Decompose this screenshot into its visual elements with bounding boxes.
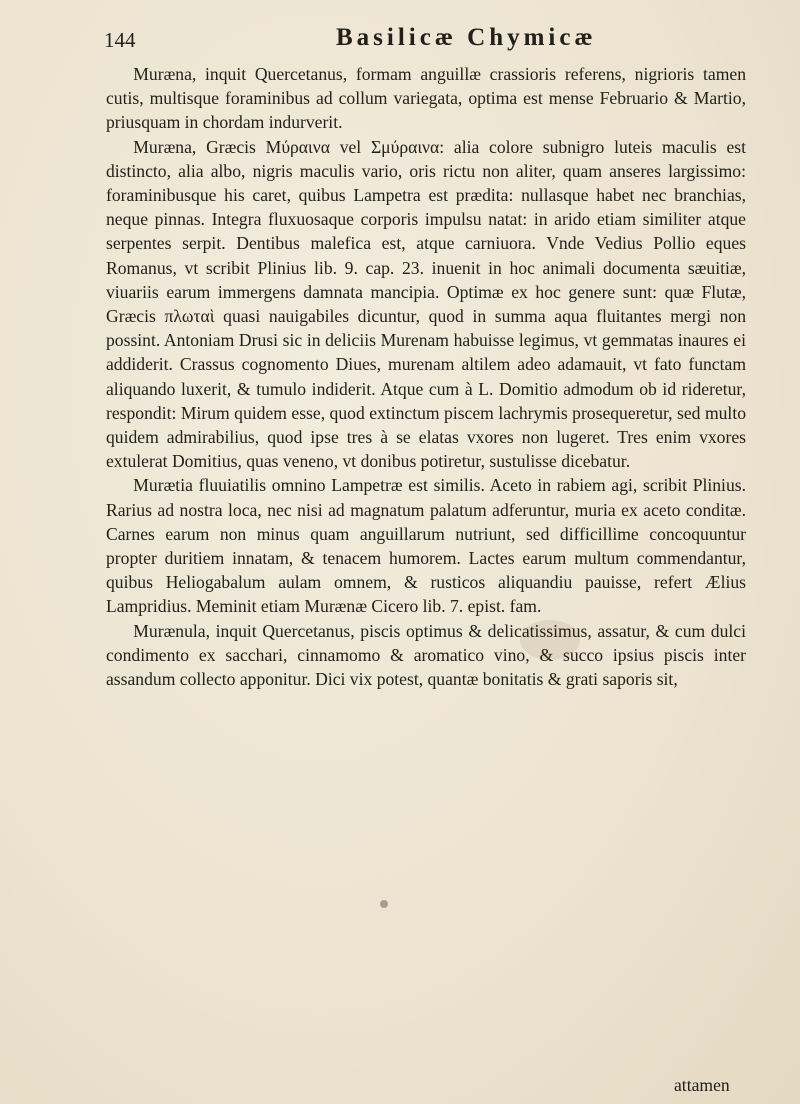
paragraph-muraena-intro: Muræna, inquit Quercetanus, formam anguillæ crassioris referens, nigrioris tamen cutis, multisque foraminibus ad collum variegata, optima est mense Februario & Martio, priusquam in chordam indurverit. <box>106 64 746 133</box>
paragraph-muraena-fluviatilis: Murætia fluuiatilis omnino Lampetræ est similis. Aceto in rabiem agi, scribit Plinius. Rarius ad nostra loca, nec nisi ad magnatum palatum adferuntur, muria ex aceto conditæ. Carnes earum non minus quam anguillarum nutriunt, sed difficillime concoquuntur propter duritiem innatam, & tenacem humorem. Lactes earum multum commendantur, quibus Heliogabalum aulam omnem, & rusticos aliquandiu pauisse, refert Ælius Lampridius. Meminit etiam Murænæ Cicero lib. 7. epist. fam. <box>106 475 746 617</box>
body-text <box>106 62 746 691</box>
catchword: attamen <box>674 1075 730 1095</box>
ink-spot <box>380 900 388 908</box>
running-head: Basilicæ Chymicæ <box>336 24 597 51</box>
paragraph-muraena-description: Muræna, Græcis Μύραινα vel Σμύραινα: alia colore subnigro luteis maculis est distincto, alia albo, nigris maculis vario, oris rictu non aliter, quam anseres largissimo: foraminibusque his caret, quibus Lampetra est prædita: nullasque habet nec branchias, neque pinnas. Integra fluxuosaque corporis impulsu natat: in arido etiam similiter atque serpentes serpit. Dentibus malefica est, atque carniuora. Vnde Vedius Pollio eques Romanus, vt scribit Plinius lib. 9. cap. 23. inuenit in hoc animali documenta sæuitiæ, viuariis earum immergens damnata mancipia. Optimæ ex hoc genere sunt: quæ Flutæ, Græcis πλωταὶ quasi nauigabiles dicuntur, quod in summa aqua fluitantes mergi non possint. Antoniam Drusi sic in deliciis Murenam habuisse legimus, vt gemmatas inaures ei addiderit. Crassus cognomento Diues, murenam altilem adeo adamauit, vt fato functam aliquando luxerit, & tumulo indiderit. Atque cum à L. Domitio admodum ob id rideretur, respondit: Mirum quidem esse, quod extinctum piscem lachrymis prosequeretur, sed multo quidem admirabilius, quod ipse tres à se elatas vxores non lugeret. Tres enim vxores extulerat Domitius, quas veneno, vt donibus potiretur, sustulisse dicebatur. <box>106 136 746 472</box>
page-header <box>104 22 744 62</box>
page-number: 144 <box>104 28 136 52</box>
paragraph-muraenula: Murænula, inquit Quercetanus, piscis optimus & delicatissimus, assatur, & cum dulci condimento ex sacchari, cinnamomo & aromatico vino, & succo ipsius piscis inter assandum collecto apponitur. Dici vix potest, quantæ bonitatis & grati saporis sit, <box>106 620 746 690</box>
